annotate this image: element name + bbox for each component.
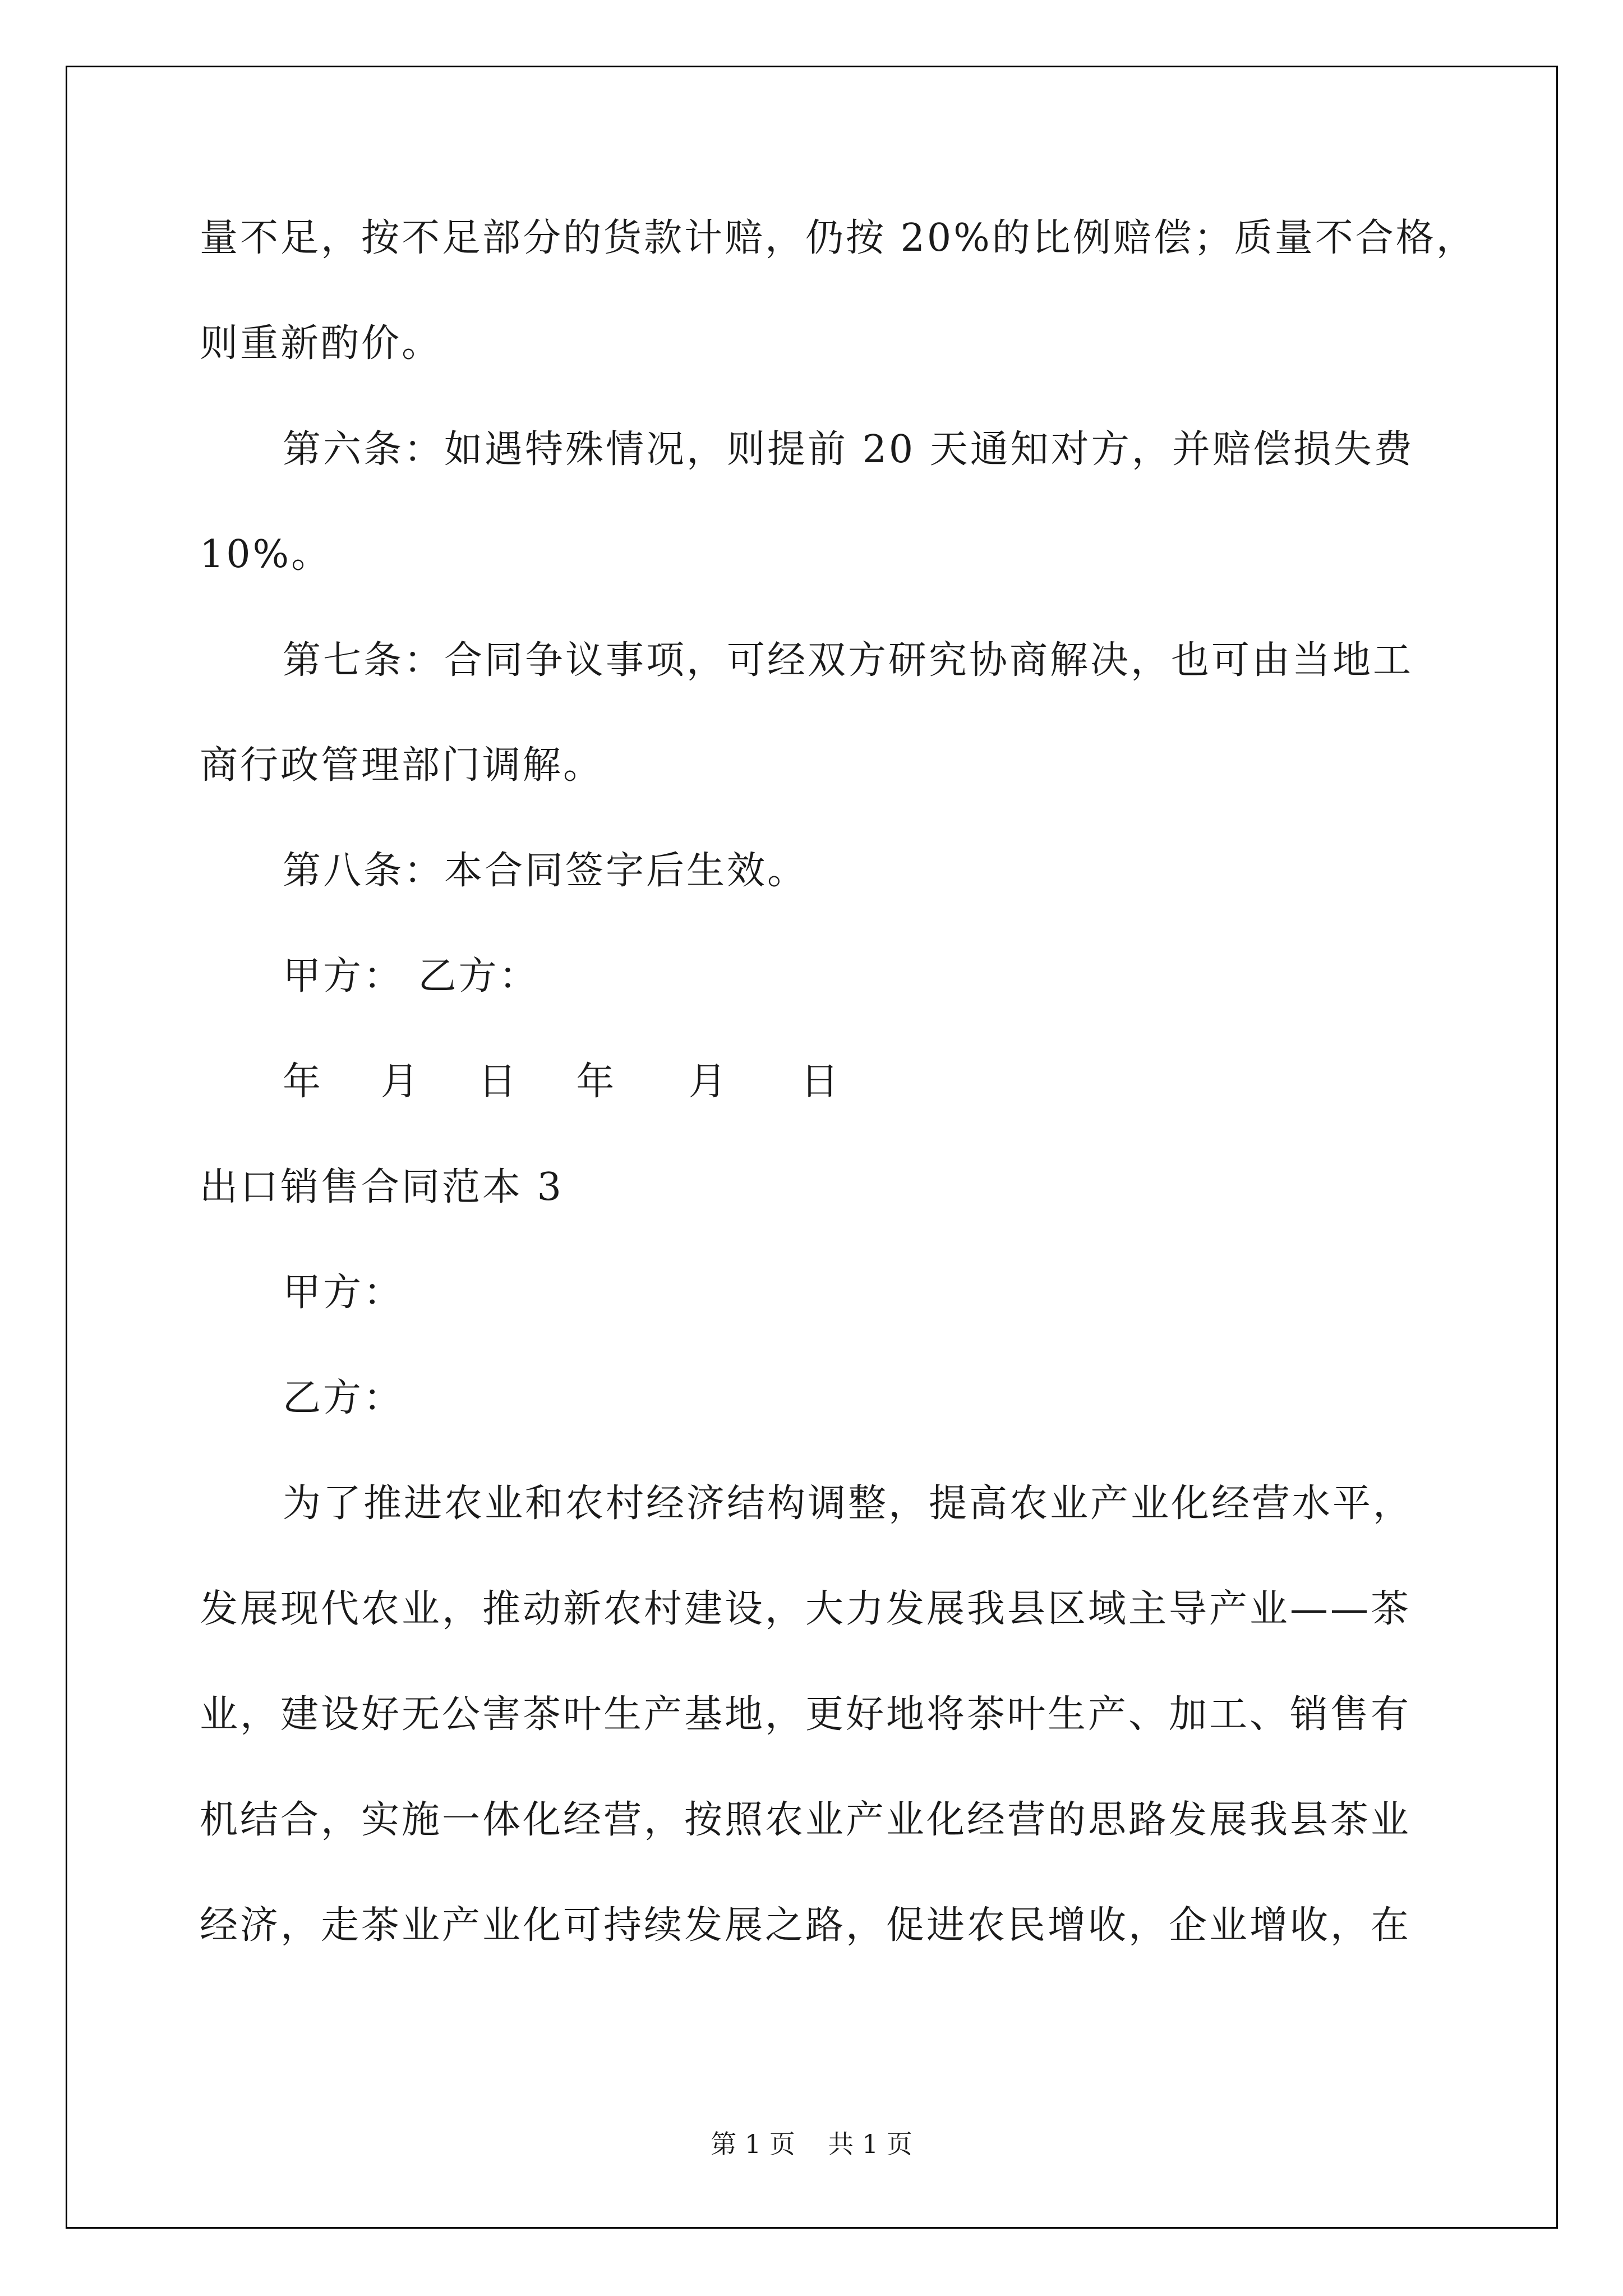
body-line: 商行政管理部门调解。 (200, 743, 604, 788)
body-line: 则重新酌价。 (200, 321, 442, 366)
body-line-continuation: 量不足，按不足部分的货款计赔，仍按 20%的比例赔偿；质量不合格， (200, 216, 1477, 260)
body-line: 10%。 (200, 532, 332, 577)
party-b-label: 乙方： (283, 1376, 404, 1420)
clause-seven: 第七条：合同争议事项，可经双方研究协商解决，也可由当地工 (283, 638, 1414, 683)
preamble-line: 机结合，实施一体化经营，按照农业产业化经营的思路发展我县茶业 (200, 1798, 1412, 1842)
preamble-line: 业，建设好无公害茶叶生产基地，更好地将茶叶生产、加工、销售有 (200, 1692, 1412, 1737)
clause-six: 第六条：如遇特殊情况，则提前 20 天通知对方，并赔偿损失费 (283, 427, 1414, 472)
preamble-line: 为了推进农业和农村经济结构调整，提高农业产业化经营水平， (283, 1481, 1414, 1526)
preamble-line: 发展现代农业，推动新农村建设，大力发展我县区域主导产业——茶 (200, 1587, 1412, 1631)
signature-dates: 年 月 日 年 月 日 (283, 1060, 841, 1104)
section-title: 出口销售合同范本 3 (200, 1165, 564, 1209)
preamble-line: 经济，走茶业产业化可持续发展之路，促进农民增收，企业增收，在 (200, 1903, 1412, 1948)
clause-eight: 第八条：本合同签字后生效。 (283, 849, 808, 893)
party-a-label: 甲方： (283, 1271, 404, 1315)
signature-parties: 甲方： 乙方： (283, 954, 540, 999)
page-number-footer: 第 1 页 共 1 页 (711, 2129, 912, 2159)
